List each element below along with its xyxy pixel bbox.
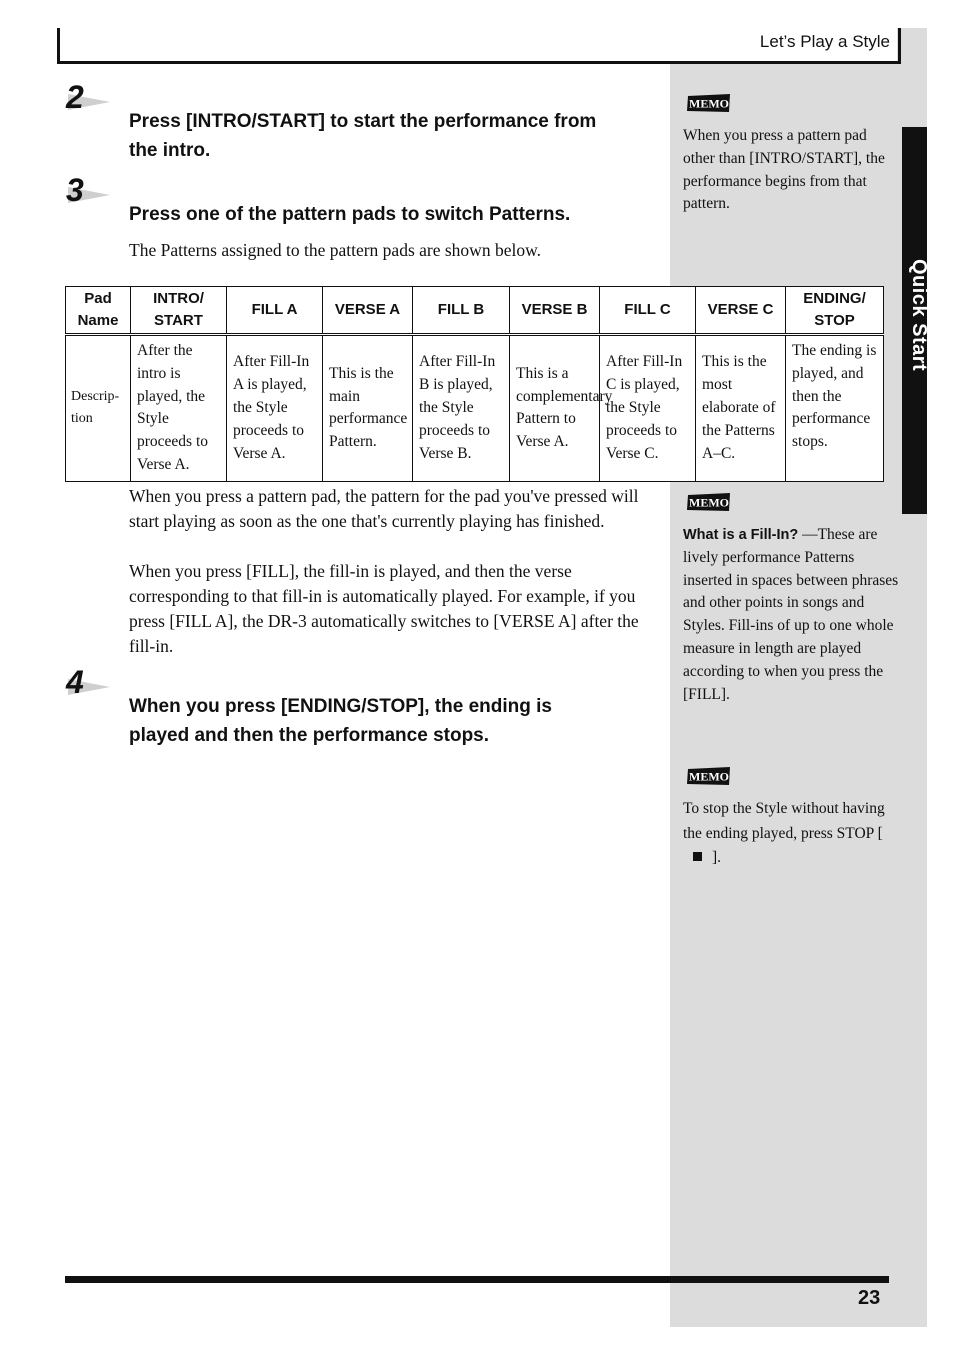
table-cell: After Fill-In B is played, the Style proceeds to Verse B. — [413, 335, 510, 482]
table-cell: This is the most elaborate of the Patterns A–C. — [696, 335, 786, 482]
footer-rule — [65, 1276, 889, 1283]
step-heading-line: Press [INTRO/START] to start the performance from — [129, 111, 597, 132]
table-cell: After the intro is played, the Style proceeds to Verse A. — [131, 335, 227, 482]
table-row-label: Descrip-tion — [66, 335, 131, 482]
stop-square-icon — [693, 852, 702, 861]
memo-icon-label: MEMO — [689, 495, 729, 510]
step-heading — [129, 200, 570, 229]
memo-text-before: To stop the Style without having the ending played, press STOP [ — [683, 800, 885, 842]
memo-text — [683, 797, 901, 871]
pattern-pad-table — [65, 286, 884, 482]
table-header-row — [66, 287, 884, 335]
step-note: The Patterns assigned to the pattern pads are shown below. — [129, 240, 541, 260]
step-number: 4 — [66, 664, 84, 700]
table-header-cell: VERSE C — [696, 287, 786, 335]
table-header-cell: FILL C — [600, 287, 696, 335]
memo-icon — [685, 765, 733, 787]
page-header — [57, 28, 901, 64]
table-cell: After Fill-In A is played, the Style proceeds to Verse A. — [227, 335, 323, 482]
table-header-cell: VERSE A — [323, 287, 413, 335]
memo-icon — [685, 92, 733, 114]
memo-icon — [685, 491, 733, 513]
table-cell: This is the main performance Pattern. — [323, 335, 413, 482]
table-cell: The ending is played, and then the performance stops. — [786, 335, 884, 482]
step-heading — [129, 692, 552, 750]
memo-text: When you press a pattern pad other than [INTRO/START], the performance begins from that pattern. — [683, 127, 885, 213]
memo-icon-label: MEMO — [689, 96, 729, 111]
table-header-cell: ENDING/ STOP — [786, 287, 884, 335]
table-row — [66, 335, 884, 482]
body-paragraph: When you press a pattern pad, the pattern for the pad you've pressed will start playing as soon as the one that's currently playing has finished. — [129, 486, 639, 531]
table-cell: After Fill-In C is played, the Style proceeds to Verse C. — [600, 335, 696, 482]
sidebar-top-strip — [897, 28, 927, 65]
step-number: 2 — [66, 79, 84, 115]
step-number: 3 — [66, 172, 84, 208]
table-header-cell: Pad Name — [66, 287, 131, 335]
memo-text — [683, 524, 901, 706]
step-heading-line: Press one of the pattern pads to switch Patterns. — [129, 204, 571, 225]
memo-text-after: ]. — [712, 849, 722, 866]
table-header-cell: INTRO/ START — [131, 287, 227, 335]
table-cell: This is a complementary Pattern to Verse A. — [510, 335, 600, 482]
step-heading — [129, 107, 596, 165]
memo-term: What is a Fill-In? — [683, 527, 799, 543]
header-title: Let’s Play a Style — [759, 32, 890, 51]
memo-icon-label: MEMO — [689, 769, 729, 784]
step-heading-line: played and then the performance stops. — [129, 725, 490, 746]
table-header-cell: FILL B — [413, 287, 510, 335]
page-number: 23 — [858, 1287, 881, 1309]
section-tab-label: Quick Start — [908, 259, 930, 372]
step-heading-line: When you press [ENDING/STOP], the ending is — [129, 696, 552, 717]
table-header-cell: FILL A — [227, 287, 323, 335]
section-tab — [902, 127, 930, 514]
step-heading-line: the intro. — [129, 140, 211, 161]
table-header-cell: VERSE B — [510, 287, 600, 335]
body-paragraph: When you press [FILL], the fill-in is played, and then the verse corresponding to that fill-in is automatically played. For example, if you press [FILL A], the DR-3 automatically switches to [VERSE A] after the fill-in. — [129, 561, 639, 656]
memo-definition: —These are lively performance Patterns inserted in spaces between phrases and other points in songs and Styles. Fill-ins of up to one whole measure in length are played according to when you press the [FILL]. — [683, 526, 899, 703]
